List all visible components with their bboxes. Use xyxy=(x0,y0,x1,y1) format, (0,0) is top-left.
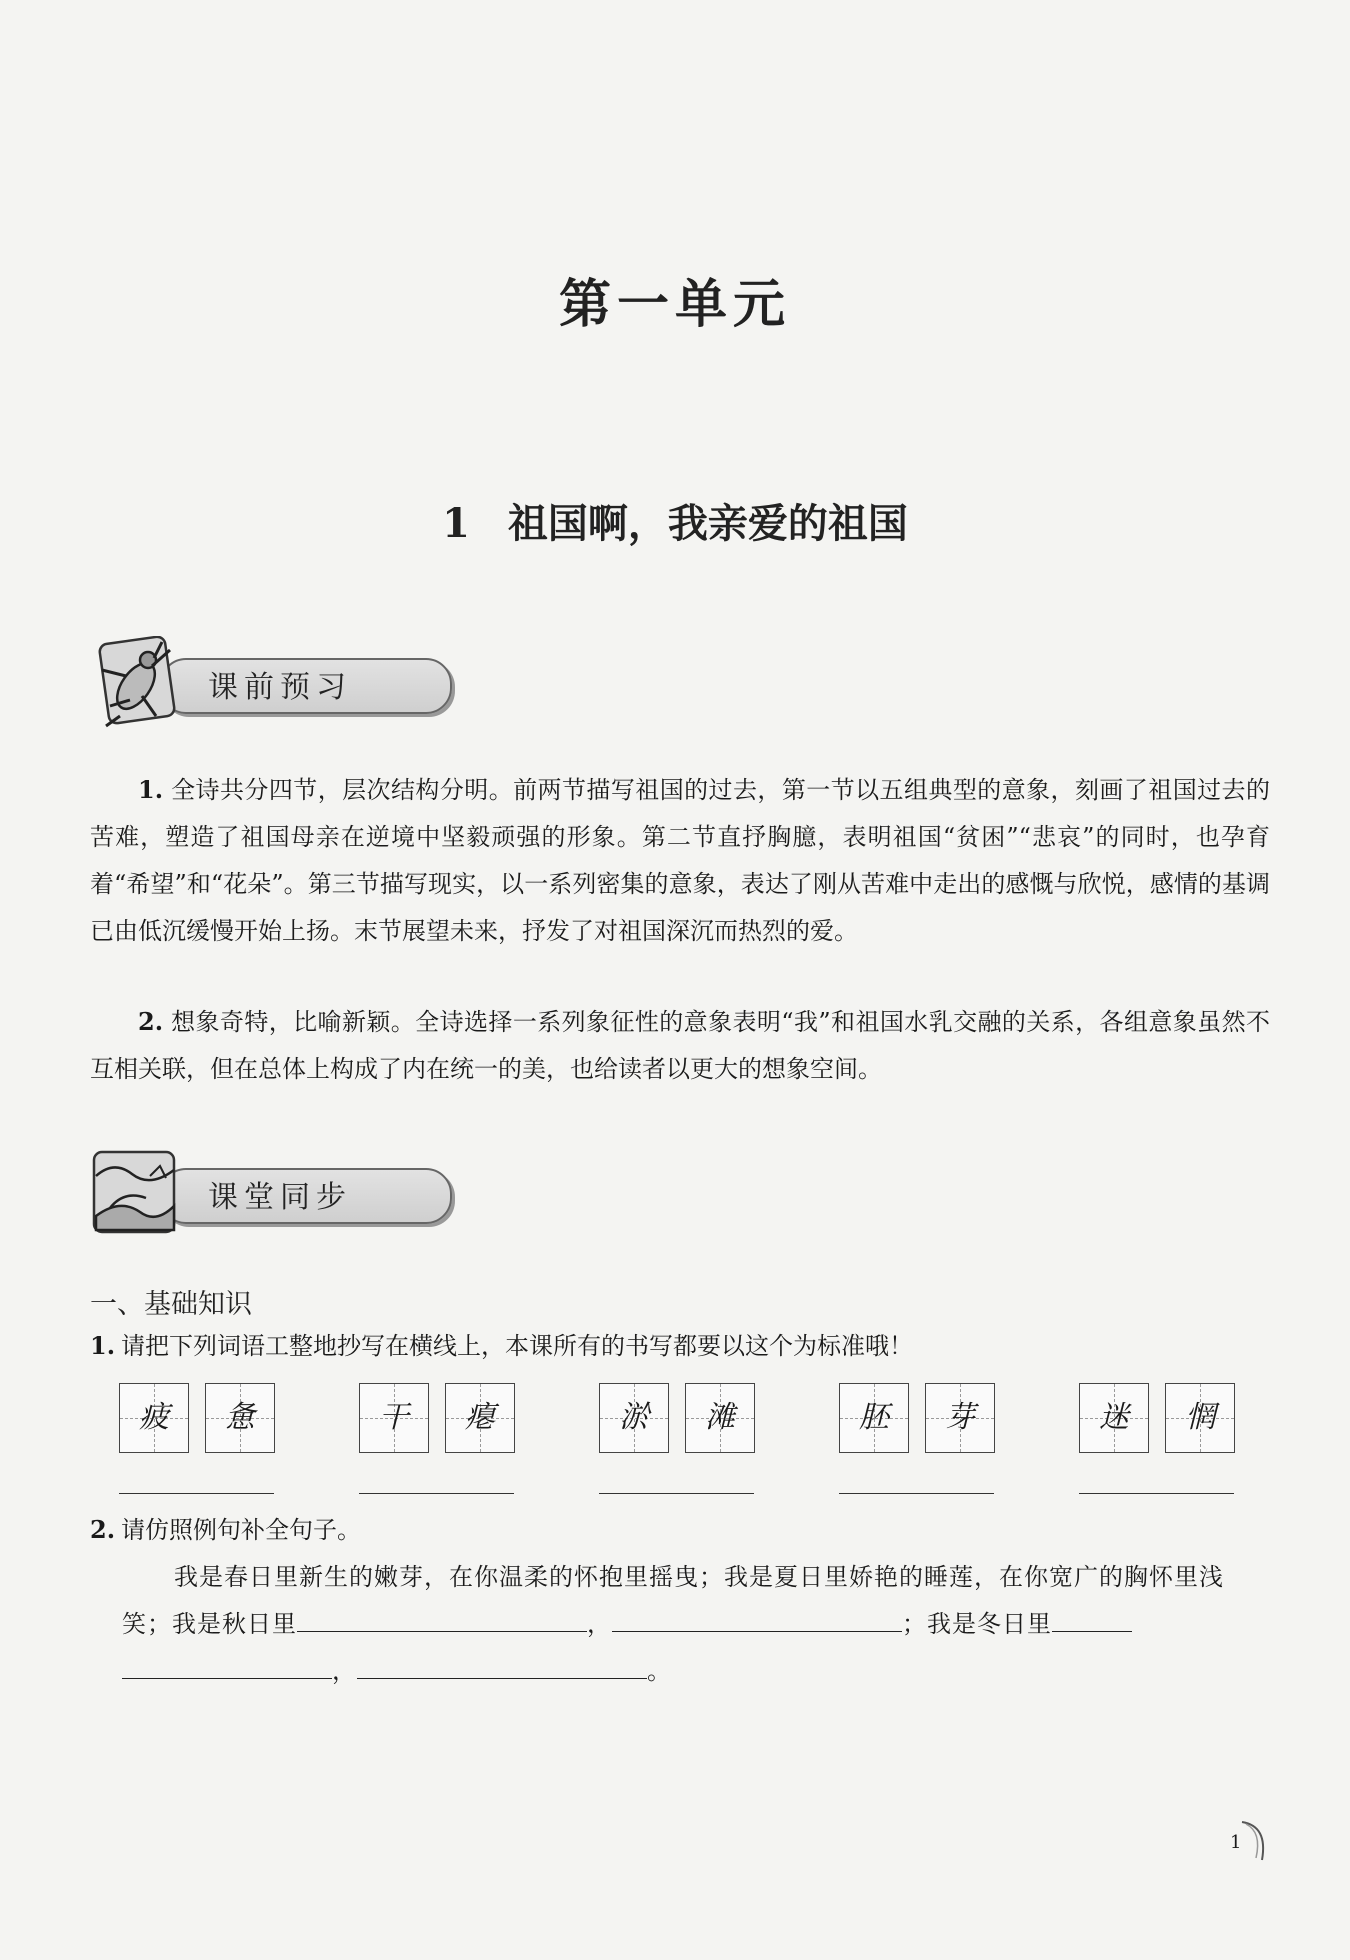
answer-line[interactable] xyxy=(119,1493,274,1494)
char-cell: 迷 xyxy=(1079,1383,1149,1453)
section-heading-basic: 一、基础知识 xyxy=(90,1289,252,1320)
page-corner-curl-icon xyxy=(1228,1818,1268,1864)
char-cell: 惘 xyxy=(1165,1383,1235,1453)
question-text: 请把下列词语工整地抄写在横线上，本课所有的书写都要以这个为标准哦！ xyxy=(121,1332,914,1360)
lesson-title-text: 祖国啊，我亲爱的祖国 xyxy=(507,501,908,547)
char-cell: 胚 xyxy=(839,1383,909,1453)
landscape-icon xyxy=(90,1146,182,1242)
char-cell: 干 xyxy=(359,1383,429,1453)
answer-line[interactable] xyxy=(359,1493,514,1494)
char-cell: 惫 xyxy=(205,1383,275,1453)
item-text: 全诗共分四节，层次结构分明。前两节描写祖国的过去，第一节以五组典型的意象，刻画了祖国过去的苦难，塑造了祖国母亲在逆境中坚毅顽强的形象。第二节直抒胸臆，表明祖国“贫困”“悲哀”的同时，也孕育着“希望”和“花朵”。第三节描写现实，以一系列密集的意象，表达了刚从苦难中走出的感慨与欣悦，感情的基调已由低沉缓慢开始上扬。末节展望未来，抒发了对祖国深沉而热烈的爱。 xyxy=(90,776,1270,945)
item-number: 2. xyxy=(138,1007,164,1036)
example-sentence: 我是春日里新生的嫩芽，在你温柔的怀抱里摇曳；我是夏日里娇艳的睡莲，在你宽广的胸怀里浅笑；我是秋日里 ， ；我是冬日里 ， 。 xyxy=(122,1563,1224,1685)
item-text: 想象奇特，比喻新颖。全诗选择一系列象征性的意象表明“我”和祖国水乳交融的关系，各组意象虽然不互相关联，但在总体上构成了内在统一的美，也给读者以更大的想象空间。 xyxy=(90,1008,1270,1083)
page-number: 1 xyxy=(1230,1832,1241,1853)
word-grid-2 xyxy=(332,1383,495,1499)
question-2 xyxy=(90,1510,361,1550)
classroom-section-badge xyxy=(90,1146,380,1242)
item-number: 1. xyxy=(138,775,164,804)
word-grid-1 xyxy=(92,1383,255,1499)
char-cell: 滩 xyxy=(685,1383,755,1453)
classroom-label: 课堂同步 xyxy=(208,1180,352,1215)
word-grid-5 xyxy=(1052,1383,1215,1499)
answer-line[interactable] xyxy=(1079,1493,1234,1494)
example-text: 我是春日里新生的嫩芽，在你温柔的怀抱里摇曳；我是夏日里娇艳的睡莲，在你宽广的胸怀里浅笑；我是秋日里 xyxy=(122,1563,1224,1638)
word-grid-3 xyxy=(572,1383,735,1499)
char-cell: 淤 xyxy=(599,1383,669,1453)
preview-section-badge xyxy=(90,636,380,732)
lesson-number: 1 xyxy=(442,500,470,547)
answer-line[interactable] xyxy=(599,1493,754,1494)
preview-item-1 xyxy=(90,766,1270,955)
preview-label: 课前预习 xyxy=(208,670,352,705)
fill-blank-4[interactable] xyxy=(357,1648,647,1679)
question-1 xyxy=(90,1326,913,1366)
fill-blank-3[interactable] xyxy=(1052,1601,1132,1632)
insect-icon xyxy=(90,636,182,732)
word-grid-4 xyxy=(812,1383,975,1499)
answer-line[interactable] xyxy=(839,1493,994,1494)
preview-item-2 xyxy=(90,998,1270,1093)
unit-title: 第一单元 xyxy=(558,275,791,335)
char-cell: 瘪 xyxy=(445,1383,515,1453)
fill-blank-2[interactable] xyxy=(612,1601,902,1632)
fill-blank-3-cont[interactable] xyxy=(122,1648,332,1679)
question-number: 1. xyxy=(90,1331,116,1360)
char-cell: 疲 xyxy=(119,1383,189,1453)
char-cell: 芽 xyxy=(925,1383,995,1453)
fill-blank-1[interactable] xyxy=(297,1601,587,1632)
question-number: 2. xyxy=(90,1515,116,1544)
question-text: 请仿照例句补全句子。 xyxy=(121,1516,362,1544)
lesson-title xyxy=(0,492,1350,549)
